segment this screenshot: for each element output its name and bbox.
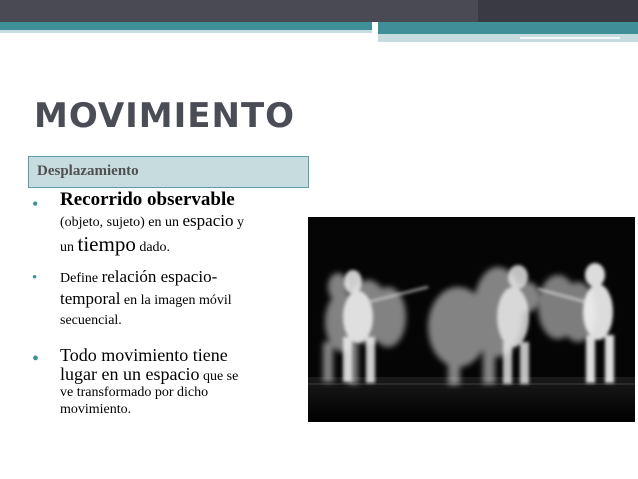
bullet-dot-icon: • xyxy=(32,270,38,286)
bullet-dot-icon: • xyxy=(32,348,40,370)
bullet-text: espacio xyxy=(182,211,234,230)
top-bar-teal-right xyxy=(378,22,638,34)
bullet-text: ve transformado por dicho xyxy=(60,385,209,400)
top-bar-light-left xyxy=(0,30,372,33)
top-bar-dark-accent xyxy=(478,0,638,22)
bullet-text: un xyxy=(60,240,78,255)
bullet-text: y xyxy=(233,215,244,230)
top-bar-highlight-line xyxy=(520,37,620,39)
bullet-dot-icon: • xyxy=(32,194,39,214)
bullet-text: lugar en un espacio xyxy=(60,364,200,384)
bullet-item xyxy=(32,190,307,256)
bullet-text: tiempo xyxy=(77,232,136,256)
bullet-text: temporal xyxy=(60,289,121,308)
subtitle-text: Desplazamiento xyxy=(37,163,139,179)
fencing-motion-photo-icon xyxy=(308,217,635,422)
bullet-text: secuencial. xyxy=(60,313,122,328)
bullet-item xyxy=(32,268,307,329)
top-bar-teal-left xyxy=(0,22,372,30)
bullet-text: dado. xyxy=(135,240,171,255)
bullet-text: Define xyxy=(60,271,102,286)
bullet-heading: Recorrido observable xyxy=(60,189,235,210)
subtitle-box xyxy=(28,156,309,188)
slide-title: MOVIMIENTO xyxy=(34,96,296,136)
bullet-text: (objeto, sujeto) en un xyxy=(60,215,183,230)
bullet-text: movimiento. xyxy=(60,402,132,417)
bullet-text: que se xyxy=(199,369,239,384)
fencing-photo xyxy=(308,217,635,422)
bullet-text: relación espacio- xyxy=(101,267,218,286)
bullet-item xyxy=(32,346,307,417)
bullet-text: Todo movimiento tiene xyxy=(60,345,228,365)
bullet-text: en la imagen móvil xyxy=(120,293,232,308)
